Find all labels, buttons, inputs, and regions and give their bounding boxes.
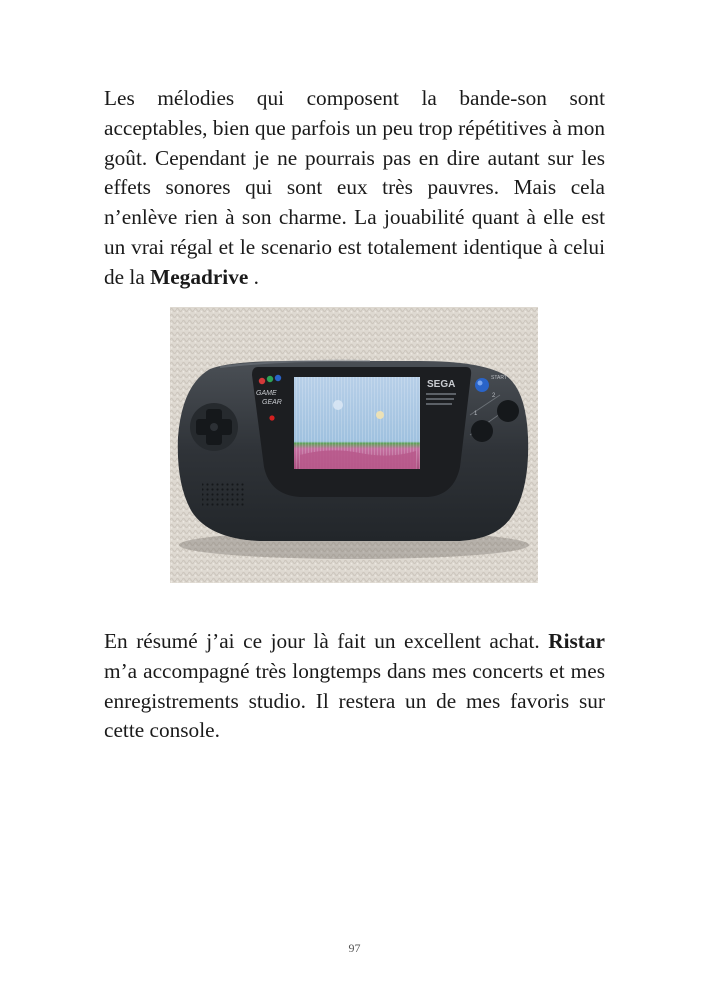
paragraph-1	[104, 84, 605, 293]
button-1-label: 1	[474, 411, 478, 417]
paragraph-text: .	[248, 264, 259, 289]
console-label-line1: GAME	[256, 390, 277, 397]
paragraph-text: En résumé j’ai ce jour là fait un excellent achat.	[104, 629, 549, 653]
start-button[interactable]	[475, 378, 489, 392]
page-number: 97	[348, 941, 361, 955]
power-led	[269, 415, 274, 420]
paragraph-2	[104, 627, 605, 746]
button-2[interactable]	[497, 400, 519, 422]
bold-term: Megadrive	[150, 264, 249, 289]
speaker-grill	[202, 482, 246, 508]
sega-logo: SEGA	[427, 379, 456, 390]
console-label-line2: GEAR	[262, 399, 282, 406]
button-2-label: 2	[492, 393, 496, 399]
paragraph-text: Les mélodies qui composent la bande-son sont acceptables, bien que parfois un peu trop répétitives à mon goût. Cependant je ne pourrais pas en dire autant sur les effets sonores qui sont eux très pauvres. Mais cela n’enlève rien à son charme. La jouabilité quant à elle est un vrai régal et le scenario est totalement identique à celui de la	[104, 86, 605, 289]
button-1[interactable]	[471, 420, 493, 442]
game-gear-photo	[170, 307, 538, 583]
paragraph-text: m’a accompagné très longtemps dans mes concerts et mes enregistrements studio. Il restera un de mes favoris sur cette console.	[104, 658, 605, 743]
bold-term: Ristar	[548, 629, 605, 653]
start-label: START	[491, 375, 507, 381]
